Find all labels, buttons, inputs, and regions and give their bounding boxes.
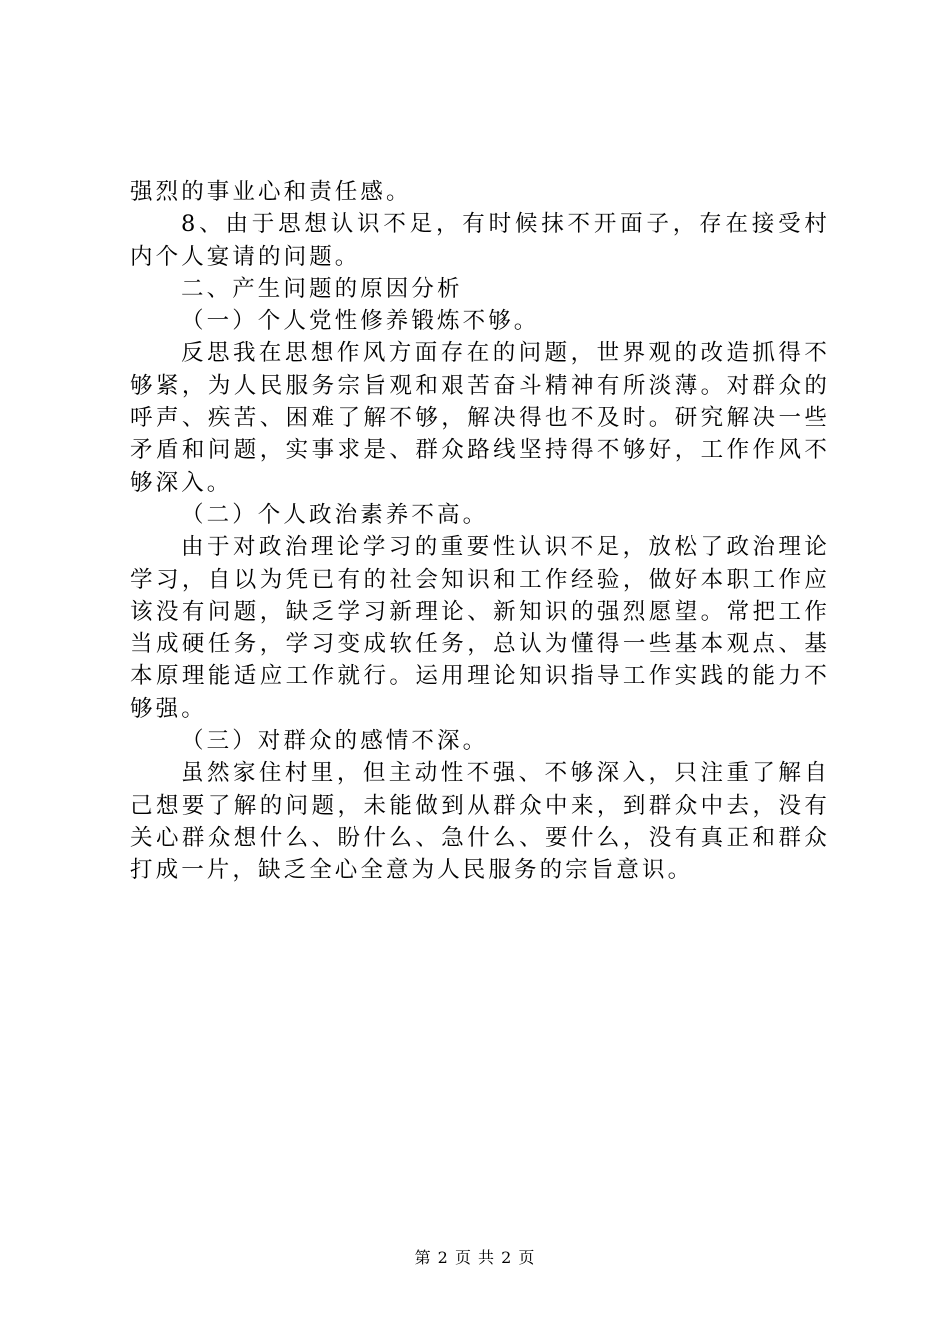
paragraph-item-8: 8、由于思想认识不足，有时候抹不开面子，存在接受村内个人宴请的问题。 bbox=[130, 211, 830, 270]
subheading-political-literacy: （二）个人政治素养不高。 bbox=[181, 501, 489, 528]
document-body bbox=[130, 176, 830, 887]
section-heading-cause-analysis: 二、产生问题的原因分析 bbox=[181, 275, 463, 302]
paragraph-political-literacy: 由于对政治理论学习的重要性认识不足，放松了政治理论学习，自以为凭已有的社会知识和工作经验，做好本职工作应该没有问题，缺乏学习新理论、新知识的强烈愿望。常把工作当成硬任务，学习变成软任务，总认为懂得一些基本观点、基本原理能适应工作就行。运用理论知识指导工作实践的能力不够强。 bbox=[130, 534, 830, 722]
subheading-party-spirit: （一）个人党性修养锻炼不够。 bbox=[181, 308, 540, 335]
subheading-masses-feeling: （三）对群众的感情不深。 bbox=[181, 728, 489, 755]
page-number-label: 第 2 页 共 2 页 bbox=[414, 1248, 536, 1267]
paragraph-continuation: 强烈的事业心和责任感。 bbox=[130, 179, 412, 205]
paragraph-party-spirit: 反思我在思想作风方面存在的问题，世界观的改造抓得不够紧，为人民服务宗旨观和艰苦奋斗精神有所淡薄。对群众的呼声、疾苦、困难了解不够，解决得也不及时。研究解决一些矛盾和问题，实事求是、群众路线坚持得不够好，工作作风不够深入。 bbox=[130, 340, 830, 496]
page-footer bbox=[0, 1245, 950, 1268]
paragraph-masses-feeling: 虽然家住村里，但主动性不强、不够深入，只注重了解自己想要了解的问题，未能做到从群众中来，到群众中去，没有关心群众想什么、盼什么、急什么、要什么，没有真正和群众打成一片，缺乏全心全意为人民服务的宗旨意识。 bbox=[130, 760, 830, 884]
